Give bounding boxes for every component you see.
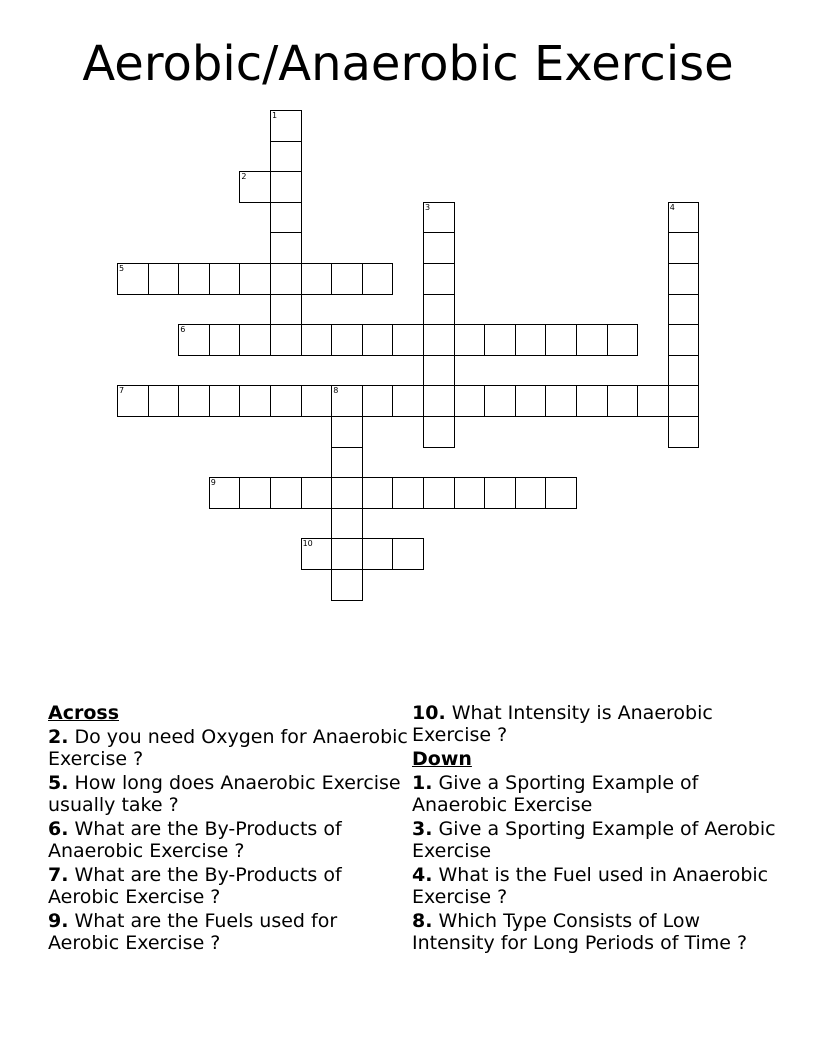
grid-cell[interactable] — [392, 538, 424, 570]
grid-cell[interactable] — [454, 477, 486, 509]
grid-cell[interactable] — [576, 385, 608, 417]
grid-cell[interactable] — [484, 385, 516, 417]
grid-cell[interactable] — [209, 263, 241, 295]
clue-down-4 — [412, 864, 782, 908]
cell-number: 9 — [210, 478, 216, 488]
grid-cell[interactable] — [331, 569, 363, 601]
grid-cell[interactable] — [423, 477, 455, 509]
grid-cell[interactable] — [423, 294, 455, 326]
clue-number: 1. — [412, 772, 433, 794]
clue-text: What are the By-Products of Anaerobic Exercise ? — [48, 818, 342, 862]
grid-cell[interactable] — [484, 477, 516, 509]
grid-cell[interactable] — [362, 477, 394, 509]
clue-text: Which Type Consists of Low Intensity for Long Periods of Time ? — [412, 910, 748, 954]
down-heading: Down — [412, 748, 472, 770]
grid-cell[interactable] — [668, 385, 700, 417]
grid-cell[interactable] — [392, 324, 424, 356]
clue-down-3 — [412, 818, 782, 862]
clue-number: 7. — [48, 864, 69, 886]
grid-cell[interactable] — [668, 263, 700, 295]
grid-cell[interactable] — [301, 324, 333, 356]
grid-cell[interactable] — [637, 385, 669, 417]
grid-cell[interactable] — [362, 538, 394, 570]
grid-cell[interactable] — [270, 202, 302, 234]
grid-cell[interactable] — [423, 324, 455, 356]
grid-cell[interactable] — [270, 110, 302, 142]
clue-across-5 — [48, 772, 408, 816]
grid-cell[interactable] — [515, 477, 547, 509]
grid-cell[interactable] — [270, 477, 302, 509]
grid-cell[interactable] — [239, 171, 271, 203]
grid-cell[interactable] — [117, 263, 149, 295]
grid-cell[interactable] — [148, 263, 180, 295]
grid-cell[interactable] — [209, 324, 241, 356]
grid-cell[interactable] — [301, 263, 333, 295]
grid-cell[interactable] — [515, 385, 547, 417]
grid-cell[interactable] — [362, 385, 394, 417]
grid-cell[interactable] — [545, 324, 577, 356]
clues-column-right — [412, 702, 782, 956]
cell-number: 7 — [119, 386, 125, 396]
clue-across-2 — [48, 726, 408, 770]
grid-cell[interactable] — [607, 385, 639, 417]
cell-number: 1 — [272, 111, 278, 120]
grid-cell[interactable] — [239, 385, 271, 417]
grid-cell[interactable] — [423, 355, 455, 387]
grid-cell[interactable] — [331, 477, 363, 509]
grid-cell[interactable] — [454, 385, 486, 417]
clue-text: Give a Sporting Example of Anaerobic Exercise — [412, 772, 699, 816]
clue-text: What are the By-Products of Aerobic Exercise ? — [48, 864, 342, 908]
grid-cell[interactable] — [423, 385, 455, 417]
grid-cell[interactable] — [576, 324, 608, 356]
grid-cell[interactable] — [515, 324, 547, 356]
grid-cell[interactable] — [423, 416, 455, 448]
grid-cell[interactable] — [209, 477, 241, 509]
grid-cell[interactable] — [668, 294, 700, 326]
clue-text: Do you need Oxygen for Anaerobic Exercise ? — [48, 726, 408, 770]
cell-number: 2 — [241, 172, 247, 182]
clues-column-left — [48, 702, 408, 956]
grid-cell[interactable] — [607, 324, 639, 356]
grid-cell[interactable] — [545, 477, 577, 509]
clue-down-8 — [412, 910, 782, 954]
grid-cell[interactable] — [270, 263, 302, 295]
cell-number: 10 — [302, 539, 313, 549]
grid-cell[interactable] — [117, 385, 149, 417]
grid-cell[interactable] — [331, 447, 363, 479]
grid-cell[interactable] — [331, 416, 363, 448]
grid-cell[interactable] — [239, 263, 271, 295]
grid-cell[interactable] — [270, 324, 302, 356]
grid-cell[interactable] — [239, 477, 271, 509]
grid-cell[interactable] — [331, 508, 363, 540]
clue-down-1 — [412, 772, 782, 816]
grid-cell[interactable] — [270, 141, 302, 173]
grid-cell[interactable] — [270, 294, 302, 326]
clue-across-7 — [48, 864, 408, 908]
grid-cell[interactable] — [239, 324, 271, 356]
grid-cell[interactable] — [668, 202, 700, 234]
grid-cell[interactable] — [178, 263, 210, 295]
grid-cell[interactable] — [392, 385, 424, 417]
clue-across-9 — [48, 910, 408, 954]
clue-number: 3. — [412, 818, 433, 840]
grid-cell[interactable] — [362, 263, 394, 295]
grid-cell[interactable] — [178, 385, 210, 417]
clue-number: 8. — [412, 910, 433, 932]
grid-cell[interactable] — [545, 385, 577, 417]
grid-cell[interactable] — [484, 324, 516, 356]
clue-across-10 — [412, 702, 782, 746]
grid-cell[interactable] — [301, 538, 333, 570]
cell-number: 8 — [333, 386, 339, 396]
clue-text: Give a Sporting Example of Aerobic Exercise — [412, 818, 776, 862]
clue-number: 9. — [48, 910, 69, 932]
across-heading: Across — [48, 702, 120, 724]
grid-cell[interactable] — [668, 416, 700, 448]
grid-cell[interactable] — [668, 324, 700, 356]
clue-number: 4. — [412, 864, 433, 886]
cell-number: 4 — [669, 202, 675, 212]
grid-cell[interactable] — [209, 385, 241, 417]
cell-number: 6 — [180, 325, 186, 335]
grid-cell[interactable] — [331, 324, 363, 356]
grid-cell[interactable] — [423, 263, 455, 295]
clue-number: 5. — [48, 772, 69, 794]
clue-number: 6. — [48, 818, 69, 840]
grid-cell[interactable] — [270, 385, 302, 417]
grid-cell[interactable] — [423, 202, 455, 234]
cell-number: 3 — [425, 202, 431, 212]
grid-cell[interactable] — [331, 385, 363, 417]
cell-number: 5 — [119, 264, 125, 273]
grid-cell[interactable] — [270, 171, 302, 203]
grid-cell[interactable] — [331, 263, 363, 295]
grid-cell[interactable] — [301, 385, 333, 417]
grid-cell[interactable] — [454, 324, 486, 356]
page-title: Aerobic/Anaerobic Exercise — [82, 36, 734, 92]
grid-cell[interactable] — [668, 355, 700, 387]
clue-text: What Intensity is Anaerobic Exercise ? — [412, 702, 713, 746]
grid-cell[interactable] — [423, 232, 455, 264]
clue-text: How long does Anaerobic Exercise usually take ? — [48, 772, 401, 816]
grid-cell[interactable] — [331, 538, 363, 570]
grid-cell[interactable] — [178, 324, 210, 356]
grid-cell[interactable] — [270, 232, 302, 264]
grid-cell[interactable] — [392, 477, 424, 509]
clue-text: What is the Fuel used in Anaerobic Exercise ? — [412, 864, 769, 908]
grid-cell[interactable] — [148, 385, 180, 417]
clue-number: 2. — [48, 726, 69, 748]
clue-number: 10. — [412, 702, 446, 724]
grid-cell[interactable] — [668, 232, 700, 264]
clue-text: What are the Fuels used for Aerobic Exercise ? — [48, 910, 338, 954]
grid-cell[interactable] — [301, 477, 333, 509]
clue-across-6 — [48, 818, 408, 862]
grid-cell[interactable] — [362, 324, 394, 356]
